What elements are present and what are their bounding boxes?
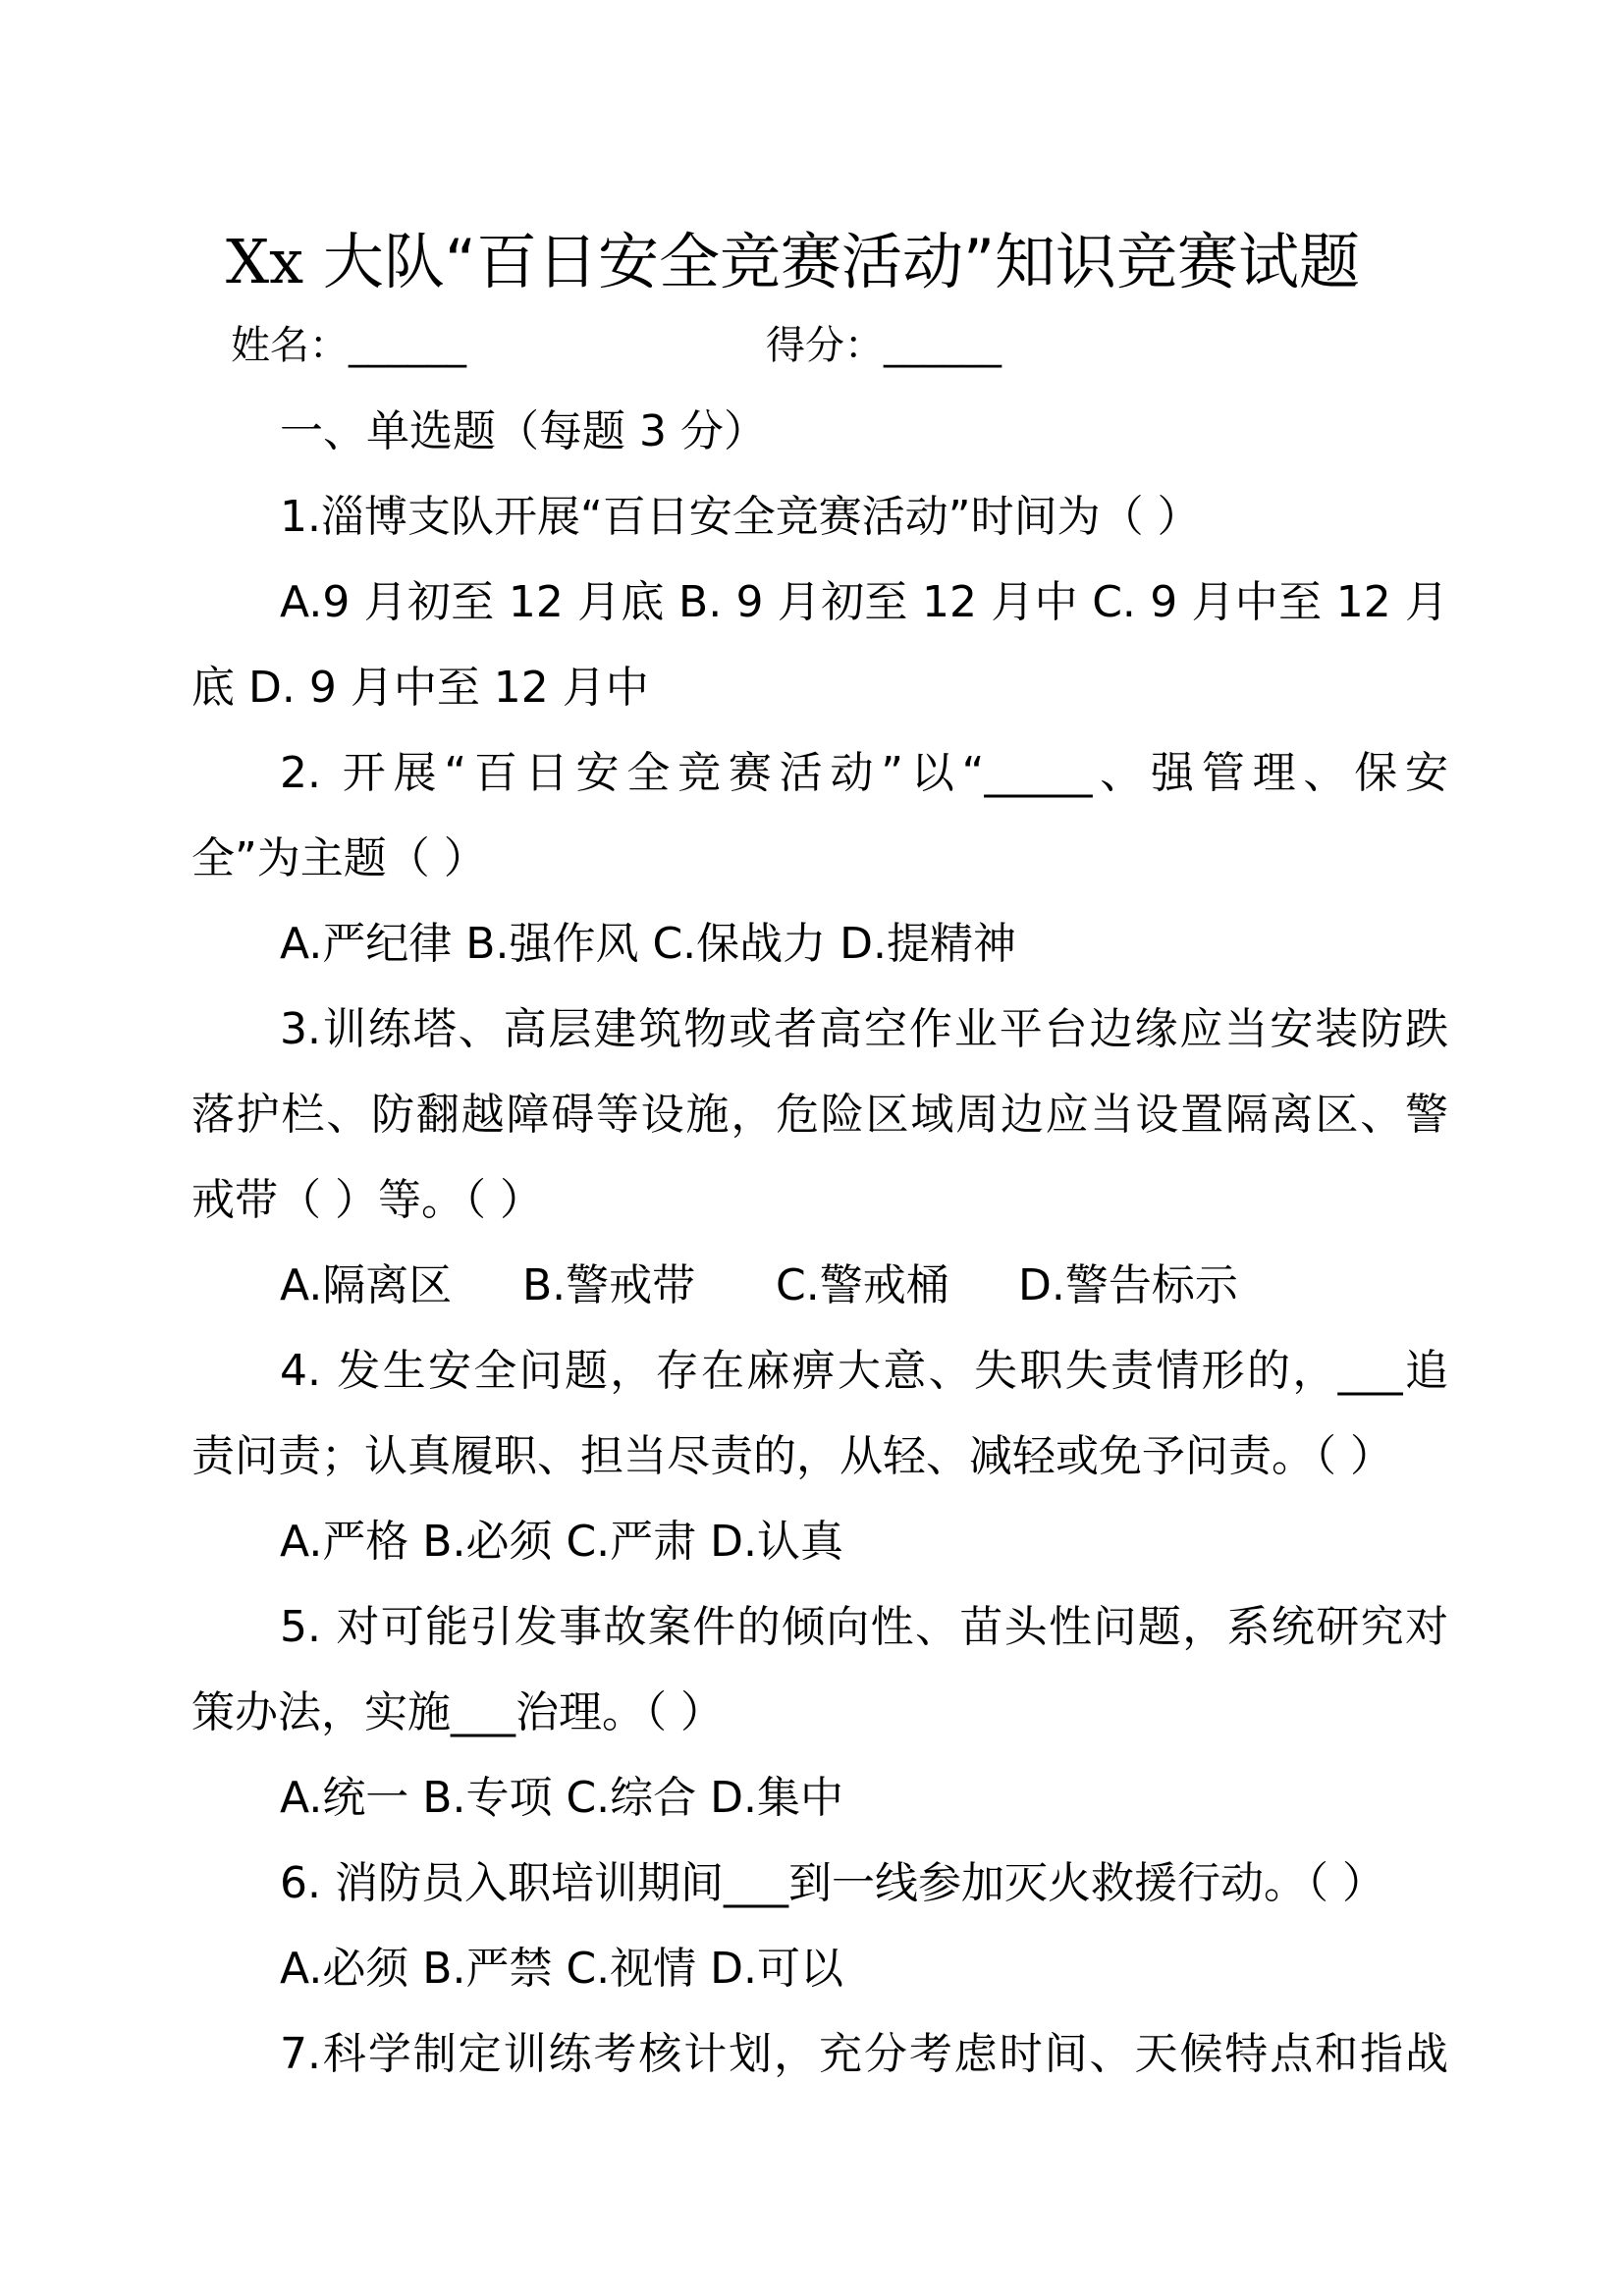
question-4-line-2: 责问责；认真履职、担当尽责的，从轻、减轻或免予问责。（ ） (191, 1431, 1393, 1481)
question-2-options: A.严纪律 B.强作风 C.保战力 D.提精神 (280, 919, 1017, 969)
question-3-option-b: B.警戒带 (522, 1260, 696, 1310)
question-3-option-c: C.警戒桶 (776, 1260, 949, 1310)
question-6: 6. 消防员入职培训期间___到一线参加灭火救援行动。（ ） (280, 1858, 1385, 1908)
question-1: 1.淄博支队开展“百日安全竞赛活动”时间为（ ） (280, 492, 1201, 542)
title-prefix: Xx (226, 226, 304, 297)
question-5-line-2: 策办法，实施___治理。（ ） (191, 1687, 724, 1737)
question-1-options-line-2: 底 D. 9 月中至 12 月中 (191, 663, 649, 713)
title-main: 大队“百日安全竞赛活动”知识竞赛试题 (303, 226, 1361, 297)
question-4-line-1: 4. 发生安全问题，存在麻痹大意、失职失责情形的，___追 (280, 1346, 1448, 1396)
section-heading: 一、单选题（每题 3 分） (280, 406, 767, 456)
question-3-line-1: 3.训练塔、高层建筑物或者高空作业平台边缘应当安装防跌 (280, 1004, 1448, 1054)
question-2-line-1: 2. 开展“百日安全竞赛活动”以“_____、强管理、保安 (280, 748, 1448, 798)
question-5-options: A.统一 B.专项 C.综合 D.集中 (280, 1773, 844, 1823)
question-6-options: A.必须 B.严禁 C.视情 D.可以 (280, 1944, 844, 1994)
question-5-line-1: 5. 对可能引发事故案件的倾向性、苗头性问题，系统研究对 (280, 1602, 1448, 1652)
question-3-option-a: A.隔离区 (280, 1260, 453, 1310)
question-7-line-1: 7.科学制定训练考核计划，充分考虑时间、天候特点和指战 (280, 2029, 1448, 2079)
question-4-options: A.严格 B.必须 C.严肃 D.认真 (280, 1517, 844, 1567)
question-3-line-2: 落护栏、防翻越障碍等设施，危险区域周边应当设置隔离区、警 (191, 1090, 1448, 1140)
question-1-options-line-1: A.9 月初至 12 月底 B. 9 月初至 12 月中 C. 9 月中至 12 月 (280, 577, 1448, 627)
name-field-label: 姓名：______ (231, 323, 466, 368)
question-3-option-d: D.警告标示 (1018, 1260, 1238, 1310)
document-title (226, 218, 1453, 306)
question-3-line-3: 戒带（ ）等。（ ） (191, 1175, 543, 1225)
question-2-line-2: 全”为主题（ ） (191, 833, 487, 883)
score-field-label: 得分：______ (766, 323, 1001, 368)
